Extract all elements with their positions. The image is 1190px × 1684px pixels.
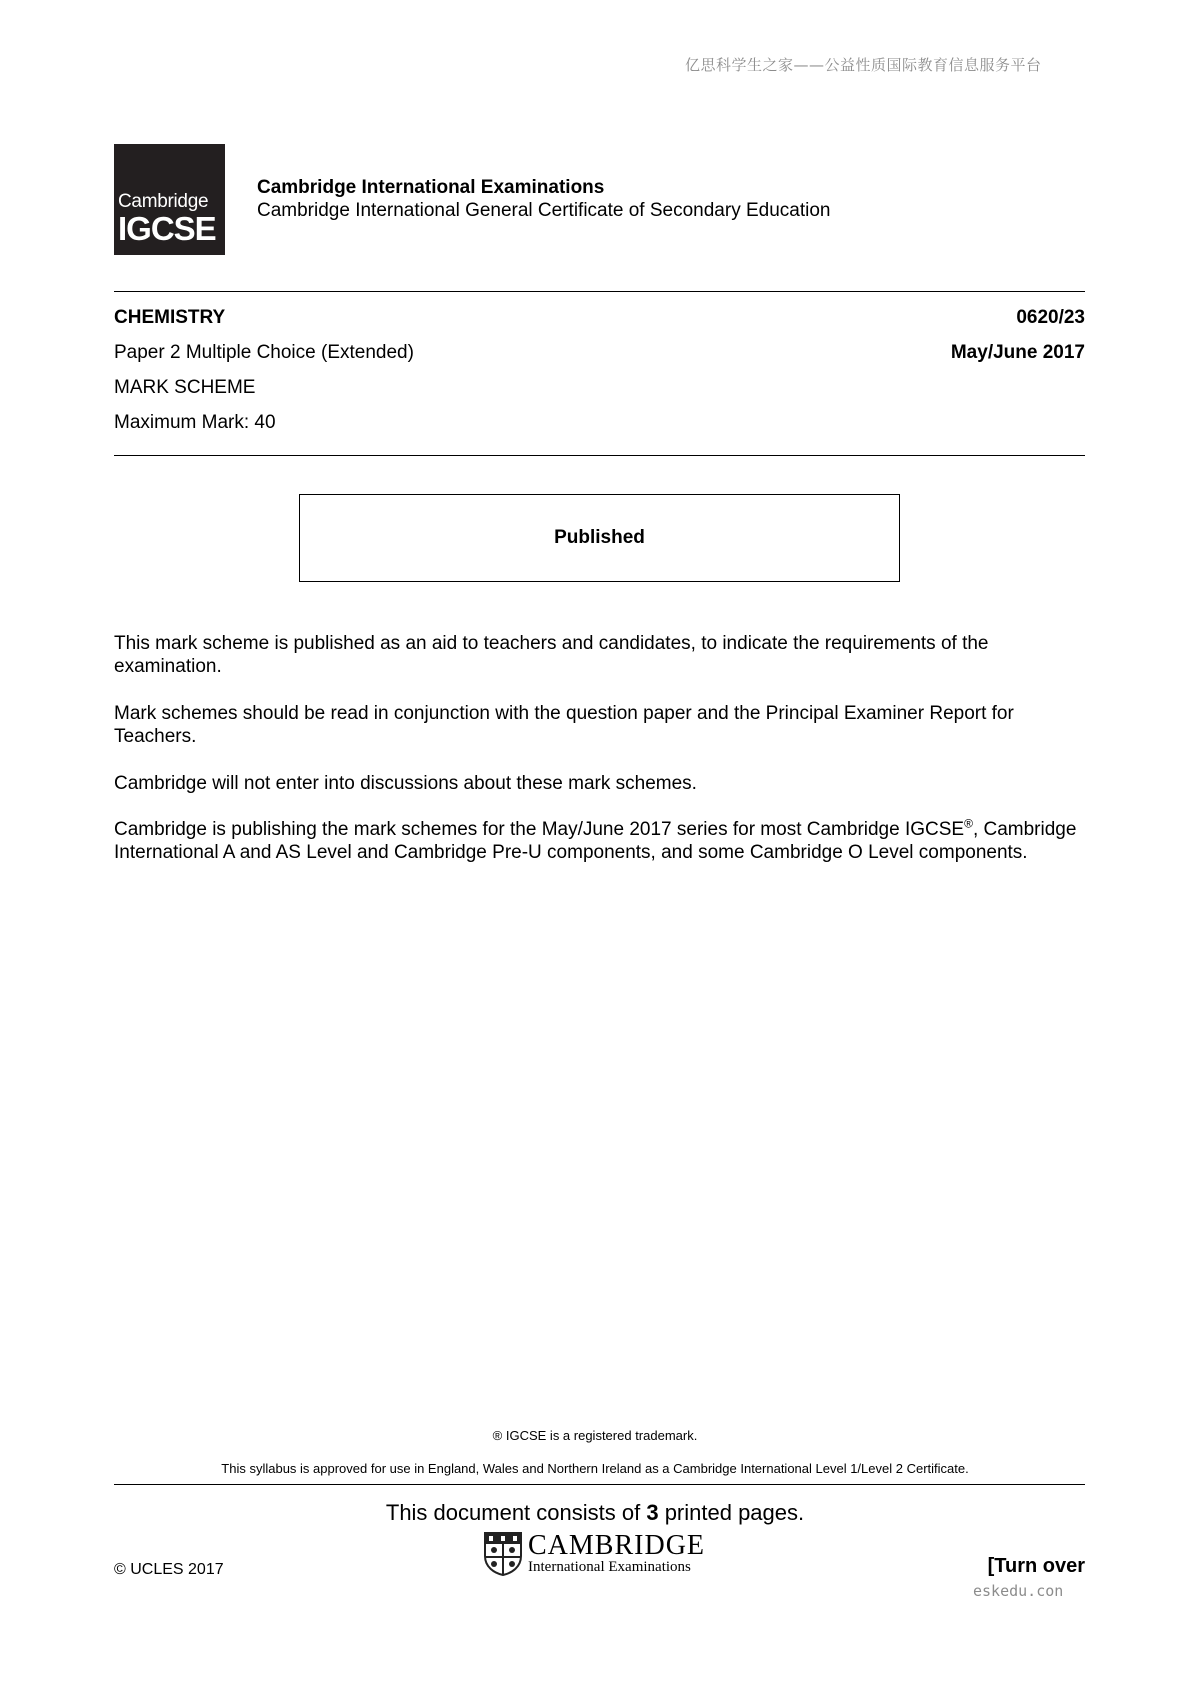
paragraph-conjunction: Mark schemes should be read in conjunction with the question paper and the Principal Examiner Report for Teachers. bbox=[114, 703, 1014, 747]
paragraph-publishing-part1: Cambridge is publishing the mark schemes for the May/June 2017 series for most Cambridge IGCSE bbox=[114, 819, 965, 840]
cambridge-logo bbox=[484, 1532, 705, 1576]
cambridge-logo-subtitle: International Examinations bbox=[528, 1559, 691, 1575]
logo-line1: Cambridge bbox=[118, 191, 209, 212]
header-divider-bottom bbox=[114, 455, 1085, 456]
cambridge-igcse-logo bbox=[114, 144, 225, 255]
paragraph-publishing bbox=[114, 818, 1094, 864]
logo-line2: IGCSE bbox=[118, 210, 216, 247]
trademark-note: ® IGCSE is a registered trademark. bbox=[492, 1428, 698, 1443]
approval-note: This syllabus is approved for use in England, Wales and Northern Ireland as a Cambridge International Level 1/Level 2 Certificate. bbox=[221, 1461, 969, 1476]
paragraph-publishing-part2: , Cambridge International A and AS Level and Cambridge Pre-U components, and some Cambridge O Level components. bbox=[114, 819, 1077, 863]
paragraph-discussions: Cambridge will not enter into discussions about these mark schemes. bbox=[114, 773, 697, 794]
page-count-line bbox=[0, 1500, 1190, 1526]
registered-mark: ® bbox=[964, 816, 973, 831]
subject-name: CHEMISTRY bbox=[114, 307, 226, 328]
subject-code: 0620/23 bbox=[1016, 307, 1085, 328]
page-count-before: This document consists of bbox=[385, 1500, 647, 1525]
turn-over: [Turn over bbox=[987, 1555, 1085, 1577]
page-count-number: 3 bbox=[646, 1500, 659, 1525]
paragraph-aid: This mark scheme is published as an aid to teachers and candidates, to indicate the requirements of the examination. bbox=[114, 633, 989, 677]
page-count-after: printed pages. bbox=[658, 1500, 805, 1525]
watermark-bottom: eskedu.con bbox=[973, 1582, 1064, 1600]
org-subtitle: Cambridge International General Certificate of Secondary Education bbox=[257, 200, 831, 221]
cambridge-logo-title: CAMBRIDGE bbox=[528, 1530, 706, 1561]
paper-title: Paper 2 Multiple Choice (Extended) bbox=[114, 342, 414, 363]
header-divider-top bbox=[114, 291, 1085, 292]
exam-session: May/June 2017 bbox=[950, 342, 1085, 363]
cambridge-shield-icon bbox=[484, 1532, 522, 1576]
org-title: Cambridge International Examinations bbox=[257, 177, 605, 198]
published-box: Published bbox=[299, 494, 900, 582]
maximum-mark: Maximum Mark: 40 bbox=[114, 412, 276, 433]
document-type: MARK SCHEME bbox=[114, 377, 256, 398]
copyright: © UCLES 2017 bbox=[114, 1561, 224, 1578]
watermark-top: 亿思科学生之家——公益性质国际教育信息服务平台 bbox=[685, 56, 1042, 74]
footer-divider bbox=[114, 1484, 1085, 1485]
